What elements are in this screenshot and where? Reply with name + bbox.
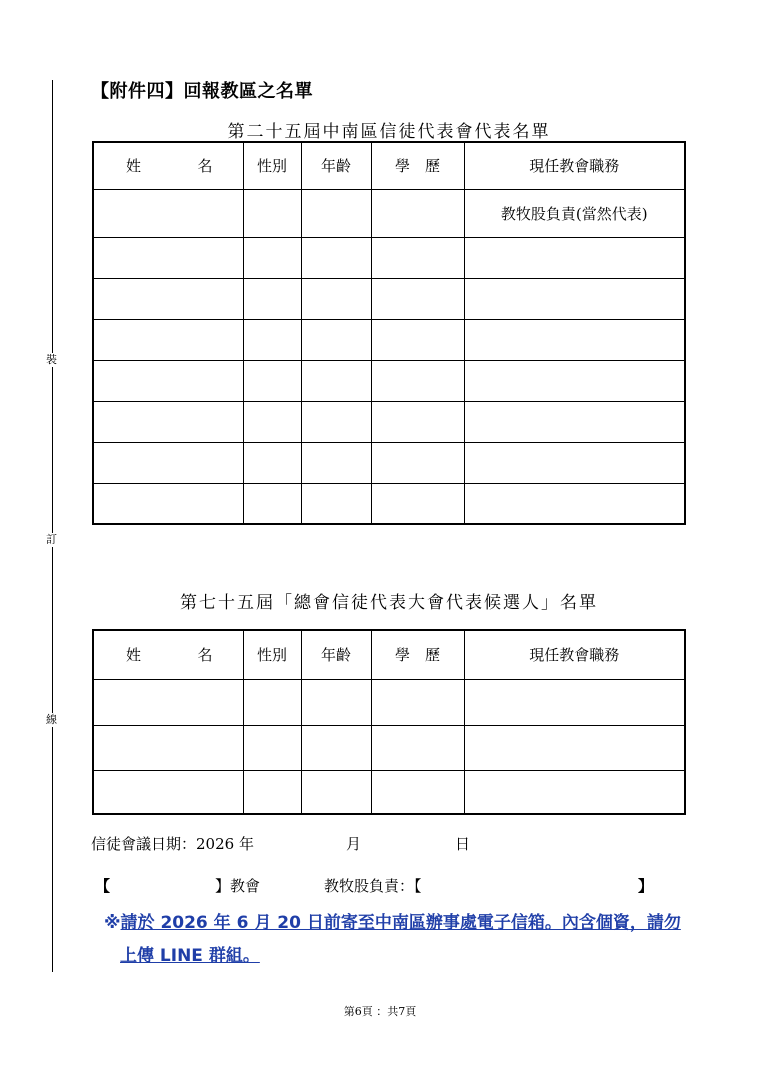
gender-header: 性別 <box>243 630 301 679</box>
table1-header-row <box>93 142 685 189</box>
notice-line2: 上傳 LINE 群組。 <box>120 946 260 966</box>
gender-header: 性別 <box>243 142 301 189</box>
table-row <box>93 679 685 725</box>
table1-title: 第二十五屆中南區信徒代表會代表名單 <box>227 122 551 142</box>
table2-title: 第七十五屆「總會信徒代表大會代表候選人」名單 <box>180 593 598 613</box>
education-header: 學 歷 <box>371 142 464 189</box>
pastoral-label: 教牧股負責：【 <box>324 877 422 895</box>
table-row <box>93 237 685 278</box>
age-header: 年齡 <box>301 142 371 189</box>
meeting-date-month: 月 <box>346 835 362 853</box>
table-row <box>93 401 685 442</box>
table-row <box>93 770 685 814</box>
role-cell: 教牧股負責(當然代表) <box>464 189 685 237</box>
table-row <box>93 360 685 401</box>
representatives-table <box>92 141 686 525</box>
church-line <box>91 875 691 895</box>
binding-mark-middle: 訂 <box>46 533 57 546</box>
age-header: 年齡 <box>301 630 371 679</box>
table-row <box>93 483 685 524</box>
notice <box>104 907 704 973</box>
table-row <box>93 442 685 483</box>
table-row <box>93 725 685 770</box>
meeting-date-label: 信徒會議日期：2026 年 <box>91 835 254 853</box>
church-label: 】教會 <box>215 877 261 895</box>
meeting-date-day: 日 <box>455 835 471 853</box>
role-header: 現任教會職務 <box>464 142 685 189</box>
education-header: 學 歷 <box>371 630 464 679</box>
role-header: 現任教會職務 <box>464 630 685 679</box>
pastoral-close-bracket: 】 <box>638 877 654 895</box>
candidates-table <box>92 629 686 815</box>
table-row <box>93 319 685 360</box>
attachment-heading: 【附件四】回報教區之名單 <box>91 81 313 102</box>
binding-mark-top: 裝 <box>46 353 57 366</box>
name-header: 姓 名 <box>93 630 243 679</box>
notice-mark: ※ <box>104 913 121 933</box>
table2-header-row <box>93 630 685 679</box>
table-row <box>93 189 685 237</box>
church-open-bracket: 【 <box>95 877 111 895</box>
page-footer: 第6頁 ：共7頁 <box>343 1005 417 1018</box>
notice-line1: 請於 2026 年 6 月 20 日前寄至中南區辦事處電子信箱。內含個資，請勿 <box>120 913 681 933</box>
table-row <box>93 278 685 319</box>
name-header: 姓 名 <box>93 142 243 189</box>
binding-line <box>52 80 53 972</box>
binding-mark-bottom: 線 <box>46 713 57 726</box>
